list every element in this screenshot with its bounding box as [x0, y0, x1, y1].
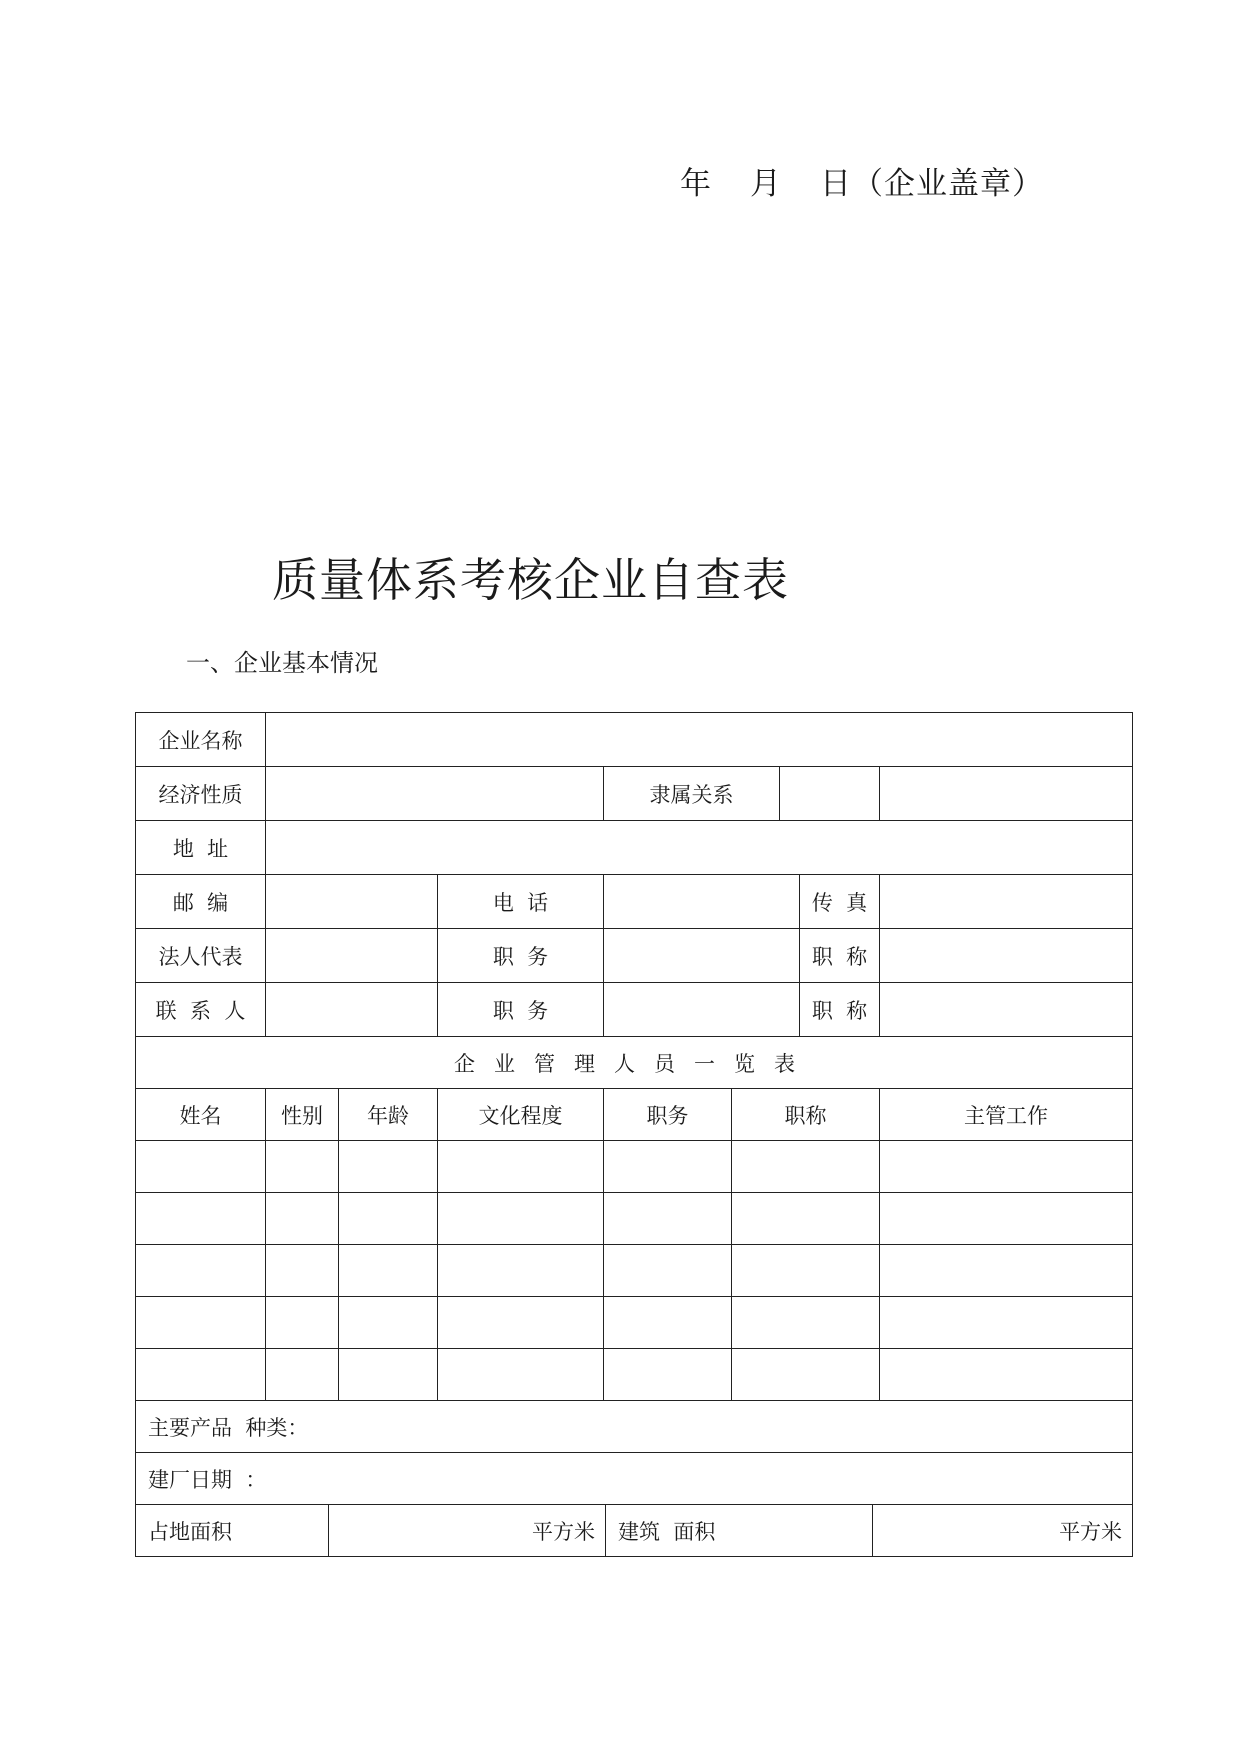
col-gender: 性别: [266, 1089, 339, 1141]
staff-cell[interactable]: [880, 1245, 1133, 1297]
building-area-field[interactable]: [873, 1505, 1132, 1556]
col-responsibility: 主管工作: [880, 1089, 1133, 1141]
staff-cell[interactable]: [604, 1245, 732, 1297]
land-area-label: 占地面积: [136, 1505, 329, 1556]
staff-cell[interactable]: [266, 1245, 339, 1297]
affiliation-field[interactable]: [880, 767, 1133, 821]
page-title: 质量体系考核企业自查表: [272, 553, 789, 607]
staff-cell[interactable]: [266, 1141, 339, 1193]
staff-cell[interactable]: [604, 1193, 732, 1245]
staff-cell[interactable]: [438, 1141, 604, 1193]
staff-row: [136, 1349, 1133, 1401]
position-field-1[interactable]: [604, 929, 800, 982]
staff-cell[interactable]: [732, 1297, 880, 1349]
phone-field[interactable]: [604, 875, 800, 928]
title-label-2: 职 称: [811, 998, 868, 1023]
staff-cell[interactable]: [604, 1349, 732, 1401]
title-field-1[interactable]: [880, 929, 1133, 983]
address-row: [136, 821, 1133, 875]
staff-cell[interactable]: [880, 1141, 1133, 1193]
staff-cell[interactable]: [732, 1141, 880, 1193]
legal-rep-label: 法人代表: [136, 929, 266, 983]
building-area-unit: 平方米: [1059, 1519, 1123, 1544]
contact-label: 联 系 人: [136, 983, 266, 1037]
staff-cell[interactable]: [732, 1245, 880, 1297]
staff-row: [136, 1297, 1133, 1349]
staff-cell[interactable]: [880, 1193, 1133, 1245]
land-area-unit: 平方米: [532, 1519, 595, 1544]
postcode-field[interactable]: [266, 875, 438, 929]
staff-cell[interactable]: [732, 1193, 880, 1245]
title-field-2[interactable]: [880, 983, 1133, 1037]
col-education: 文化程度: [438, 1089, 604, 1141]
staff-heading-row: [136, 1037, 1133, 1089]
date-seal-line: [680, 158, 1044, 203]
staff-cell[interactable]: [438, 1349, 604, 1401]
contact-field[interactable]: [266, 983, 438, 1037]
staff-cell[interactable]: [880, 1349, 1133, 1401]
staff-cell[interactable]: [136, 1349, 266, 1401]
staff-cell[interactable]: [438, 1193, 604, 1245]
address-field[interactable]: [266, 821, 1133, 875]
staff-table-heading: 企业管理人员一览表: [136, 1037, 1133, 1089]
phone-label: 电 话: [438, 875, 604, 929]
staff-cell[interactable]: [136, 1193, 266, 1245]
staff-cell[interactable]: [339, 1349, 438, 1401]
position-label-2: 职 务: [438, 983, 604, 1037]
self-check-form: [135, 712, 1133, 1557]
staff-cell[interactable]: [266, 1349, 339, 1401]
staff-row: [136, 1193, 1133, 1245]
economic-nature-label: 经济性质: [136, 767, 266, 821]
position-label-1: 职 务: [438, 929, 604, 983]
company-name-field[interactable]: [266, 713, 1133, 767]
company-name-label: 企业名称: [136, 713, 266, 767]
staff-cell[interactable]: [339, 1193, 438, 1245]
postcode-label: 邮 编: [136, 875, 266, 929]
staff-cell[interactable]: [266, 1297, 339, 1349]
company-name-row: [136, 713, 1133, 767]
year-label: 年: [680, 166, 712, 202]
staff-cell[interactable]: [604, 1297, 732, 1349]
position-field-2[interactable]: [604, 983, 800, 1036]
day-seal-label: 日（企业盖章）: [820, 166, 1044, 202]
contact-row: [136, 983, 1133, 1037]
fax-label: 传 真: [811, 890, 868, 915]
staff-cell[interactable]: [438, 1297, 604, 1349]
section-heading: 一、企业基本情况: [186, 649, 378, 677]
staff-cell[interactable]: [266, 1193, 339, 1245]
main-products-row: [136, 1401, 1133, 1453]
founded-row: [136, 1453, 1133, 1505]
land-area-field[interactable]: [329, 1505, 606, 1556]
area-row: [136, 1505, 1133, 1557]
col-title: 职称: [732, 1089, 880, 1141]
col-name: 姓名: [136, 1089, 266, 1141]
staff-cell[interactable]: [604, 1141, 732, 1193]
staff-cell[interactable]: [880, 1297, 1133, 1349]
staff-cell[interactable]: [136, 1141, 266, 1193]
staff-header-row: [136, 1089, 1133, 1141]
legal-rep-row: [136, 929, 1133, 983]
staff-row: [136, 1245, 1133, 1297]
affiliation-field-a[interactable]: [780, 767, 879, 820]
address-label: 地 址: [136, 821, 266, 875]
postcode-row: [136, 875, 1133, 929]
fax-field[interactable]: [880, 875, 1133, 929]
legal-rep-field[interactable]: [266, 929, 438, 983]
staff-cell[interactable]: [732, 1349, 880, 1401]
col-position: 职务: [604, 1089, 732, 1141]
staff-cell[interactable]: [438, 1245, 604, 1297]
main-products-field[interactable]: 主要产品 种类：: [136, 1401, 1133, 1453]
affiliation-label: 隶属关系: [604, 767, 780, 820]
title-label-1: 职 称: [811, 944, 868, 969]
month-label: 月: [750, 166, 782, 202]
building-area-label: 建筑 面积: [606, 1505, 873, 1556]
economic-nature-field[interactable]: [266, 767, 604, 821]
staff-cell[interactable]: [136, 1245, 266, 1297]
founded-field[interactable]: 建厂日期 ：: [136, 1453, 1133, 1505]
staff-cell[interactable]: [136, 1297, 266, 1349]
staff-cell[interactable]: [339, 1141, 438, 1193]
staff-row: [136, 1141, 1133, 1193]
staff-cell[interactable]: [339, 1297, 438, 1349]
economic-nature-row: [136, 767, 1133, 821]
col-age: 年龄: [339, 1089, 438, 1141]
staff-cell[interactable]: [339, 1245, 438, 1297]
